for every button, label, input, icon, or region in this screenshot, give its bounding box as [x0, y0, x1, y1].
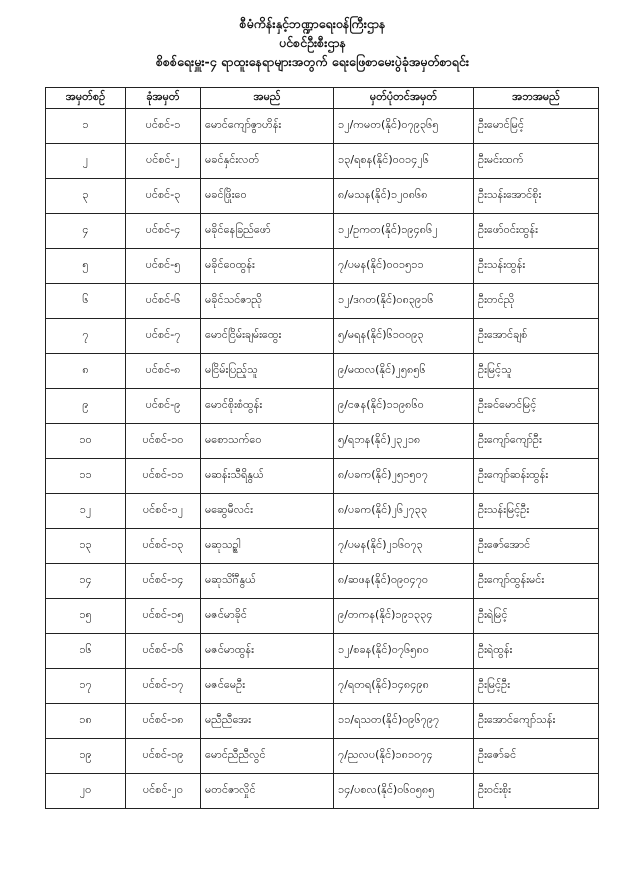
candidate-name-cell: မခိုင်သင်ဇာညို: [201, 284, 334, 319]
father-name-cell: ဦးသန်းအောင်စိုး: [474, 179, 599, 214]
seat-number-cell: ပင်စင်-၁၈: [126, 704, 201, 739]
candidate-name-cell: မစောသက်ဝေ: [201, 424, 334, 459]
seat-number-cell: ပင်စင်-၈: [126, 354, 201, 389]
column-header-name: အမည်: [201, 88, 334, 109]
father-name-cell: ဦးကျော်ကျော်ဦး: [474, 424, 599, 459]
father-name-cell: ဦးရဲထွန်း: [474, 634, 599, 669]
serial-cell: ၉: [46, 389, 126, 424]
nrc-number-cell: ၁၄/ပစလ(နိုင်)၀၆၀၅၈၅: [334, 774, 474, 809]
seat-number-cell: ပင်စင်-၂၀: [126, 774, 201, 809]
seat-number-table: [45, 87, 599, 809]
serial-cell: ၂: [46, 144, 126, 179]
father-name-cell: ဦးမင်းထက်: [474, 144, 599, 179]
nrc-number-cell: ၁၂/ဒဂတ(နိုင်)၀၈၃၉၁၆: [334, 284, 474, 319]
ministry-title: စီမံကိန်းနှင့်ဘဏ္ဍာရေးဝန်ကြီးဌာန: [239, 16, 386, 31]
table-row: [46, 529, 599, 564]
table-row: [46, 284, 599, 319]
table-row: [46, 459, 599, 494]
column-header-serial: အမှတ်စဉ်: [46, 88, 126, 109]
serial-cell: ၁၉: [46, 739, 126, 774]
father-name-cell: ဦးတင်ညို: [474, 284, 599, 319]
serial-cell: ၁၄: [46, 564, 126, 599]
candidate-name-cell: မတင်ဇာလှိုင်: [201, 774, 334, 809]
table-row: [46, 564, 599, 599]
nrc-number-cell: ၇/ပမန(နိုင်)၂၁၆၀၇၃: [334, 529, 474, 564]
seat-number-cell: ပင်စင်-၁၇: [126, 669, 201, 704]
seat-number-cell: ပင်စင်-၁၀: [126, 424, 201, 459]
candidate-name-cell: မခင်နှင်းလတ်: [201, 144, 334, 179]
nrc-number-cell: ၅/ရဘန(နိုင်)၂၃၂၁၈: [334, 424, 474, 459]
seat-number-cell: ပင်စင်-၂: [126, 144, 201, 179]
column-header-father-name: အဘအမည်: [474, 88, 599, 109]
nrc-number-cell: ၇/ညလပ(နိုင်)၁၈၁၀၇၄: [334, 739, 474, 774]
seat-number-cell: ပင်စင်-၁: [126, 109, 201, 144]
candidate-name-cell: မဆုသဥ္စါ: [201, 529, 334, 564]
seat-number-cell: ပင်စင်-၁၉: [126, 739, 201, 774]
seat-number-cell: ပင်စင်-၁၆: [126, 634, 201, 669]
candidate-name-cell: မဆွေမီလင်း: [201, 494, 334, 529]
table-row: [46, 249, 599, 284]
candidate-name-cell: မခင်ဖြိုးဝေ: [201, 179, 334, 214]
nrc-number-cell: ၈/ဆဖန(နိုင်)၀၉၀၄၇၀: [334, 564, 474, 599]
nrc-number-cell: ၅/မရန(နိုင်)၆၁၀၀၉၃: [334, 319, 474, 354]
seat-number-cell: ပင်စင်-၁၅: [126, 599, 201, 634]
candidate-name-cell: မညီညီအေး: [201, 704, 334, 739]
serial-cell: ၁၆: [46, 634, 126, 669]
serial-cell: ၂၀: [46, 774, 126, 809]
father-name-cell: ဦးမြင့်ဦး: [474, 669, 599, 704]
father-name-cell: ဦးမြင့်သူ: [474, 354, 599, 389]
table-header-row: [46, 88, 599, 109]
father-name-cell: ဦးဇော်ခင်: [474, 739, 599, 774]
nrc-number-cell: ၁၂/ကမတ(နိုင်)၀၇၉၃၆၅: [334, 109, 474, 144]
serial-cell: ၁: [46, 109, 126, 144]
nrc-number-cell: ၉/မထလ(နိုင်)၂၅၈၅၆: [334, 354, 474, 389]
column-header-nrc: မှတ်ပုံတင်အမှတ်: [334, 88, 474, 109]
seat-number-cell: ပင်စင်-၃: [126, 179, 201, 214]
father-name-cell: ဦးခင်မောင်မြင့်: [474, 389, 599, 424]
candidate-name-cell: မောင်ကျော်ဇွာဟိန်း: [201, 109, 334, 144]
serial-cell: ၁၀: [46, 424, 126, 459]
table-row: [46, 494, 599, 529]
serial-cell: ၁၅: [46, 599, 126, 634]
father-name-cell: ဦးကျော်ဆန်းထွန်း: [474, 459, 599, 494]
serial-cell: ၇: [46, 319, 126, 354]
nrc-number-cell: ၁၂/ဥကတ(နိုင်)၁၉၄၈၆၂: [334, 214, 474, 249]
serial-cell: ၁၁: [46, 459, 126, 494]
seat-number-cell: ပင်စင်-၁၃: [126, 529, 201, 564]
candidate-name-cell: မခိုင်နေခြည်ဖော်: [201, 214, 334, 249]
nrc-number-cell: ၇/ပမန(နိုင်)၀၀၁၅၁၁: [334, 249, 474, 284]
serial-cell: ၄: [46, 214, 126, 249]
father-name-cell: ဦးရဲမြင့်: [474, 599, 599, 634]
table-row: [46, 739, 599, 774]
candidate-name-cell: မငြိမ်းပြည့်သူ: [201, 354, 334, 389]
father-name-cell: ဦးအောင်ကျော်သန်း: [474, 704, 599, 739]
serial-cell: ၁၂: [46, 494, 126, 529]
table-row: [46, 599, 599, 634]
father-name-cell: ဦးမောင်မြင့်: [474, 109, 599, 144]
serial-cell: ၁၈: [46, 704, 126, 739]
serial-cell: ၆: [46, 284, 126, 319]
nrc-number-cell: ၁၂/စခန(နိုင်)၀၇၆၅၈၀: [334, 634, 474, 669]
serial-cell: ၅: [46, 249, 126, 284]
seat-number-cell: ပင်စင်-၉: [126, 389, 201, 424]
candidate-name-cell: မခိုင်ဝေထွန်း: [201, 249, 334, 284]
serial-cell: ၁၃: [46, 529, 126, 564]
seat-number-cell: ပင်စင်-၇: [126, 319, 201, 354]
table-row: [46, 389, 599, 424]
candidate-name-cell: မဇင်မာခိုင်: [201, 599, 334, 634]
table-row: [46, 109, 599, 144]
seat-number-cell: ပင်စင်-၆: [126, 284, 201, 319]
table-row: [46, 634, 599, 669]
father-name-cell: ဦးဖော်ဝင်းထွန်း: [474, 214, 599, 249]
nrc-number-cell: ၁၃/ရစန(နိုင်)၀၀၁၄၂၆: [334, 144, 474, 179]
father-name-cell: ဦးသန်းထွန်း: [474, 249, 599, 284]
serial-cell: ၃: [46, 179, 126, 214]
table-row: [46, 424, 599, 459]
candidate-name-cell: မဇင်မေဦး: [201, 669, 334, 704]
father-name-cell: ဦးဝင်းစိုး: [474, 774, 599, 809]
candidate-name-cell: မဆန်းသီရိနွယ်: [201, 459, 334, 494]
seat-number-cell: ပင်စင်-၁၂: [126, 494, 201, 529]
table-row: [46, 144, 599, 179]
nrc-number-cell: ၈/ပခက(နိုင်)၂၆၂၇၃၃: [334, 494, 474, 529]
seat-number-cell: ပင်စင်-၁၁: [126, 459, 201, 494]
nrc-number-cell: ၁၁/ရသတ(နိုင်)၀၉၆၇၉၇: [334, 704, 474, 739]
candidate-name-cell: မောင်စိုးစံထွန်း: [201, 389, 334, 424]
candidate-name-cell: မဇင်မာထွန်း: [201, 634, 334, 669]
table-row: [46, 214, 599, 249]
table-row: [46, 354, 599, 389]
table-row: [46, 179, 599, 214]
serial-cell: ၈: [46, 354, 126, 389]
document-header: [0, 14, 625, 71]
candidate-name-cell: မောင်ငြိမ်းချမ်းထွေး: [201, 319, 334, 354]
nrc-number-cell: ၉/တကန(နိုင်)၁၉၁၃၃၄: [334, 599, 474, 634]
father-name-cell: ဦးသန်းမြင့်ဦး: [474, 494, 599, 529]
candidate-name-cell: မောင်ညီညီလွင်: [201, 739, 334, 774]
column-header-seat-no: ခုံအမှတ်: [126, 88, 201, 109]
father-name-cell: ဦးဇော်အောင်: [474, 529, 599, 564]
candidate-name-cell: မဆုသိင်္ဂီနွယ်: [201, 564, 334, 599]
nrc-number-cell: ၉/ငဇန(နိုင်)၁၁၉၈၆၀: [334, 389, 474, 424]
serial-cell: ၁၇: [46, 669, 126, 704]
department-title: ပင်စင်ဦးစီးဌာန: [279, 35, 346, 50]
seat-number-cell: ပင်စင်-၁၄: [126, 564, 201, 599]
nrc-number-cell: ၈/မသန(နိုင်)၁၂၀၈၆၈: [334, 179, 474, 214]
exam-list-title: စိစစ်ရေးမှူး-၄ ရာထူးနေရာများအတွက် ရေးဖြေစာမေးပွဲခုံအမှတ်စာရင်း: [155, 54, 469, 69]
father-name-cell: ဦးအောင်ချစ်: [474, 319, 599, 354]
nrc-number-cell: ၇/ရတရ(နိုင်)၁၄၈၄၉၈: [334, 669, 474, 704]
seat-number-cell: ပင်စင်-၄: [126, 214, 201, 249]
table-row: [46, 319, 599, 354]
nrc-number-cell: ၈/ပခက(နိုင်)၂၅၁၅၀၇: [334, 459, 474, 494]
table-row: [46, 774, 599, 809]
seat-number-cell: ပင်စင်-၅: [126, 249, 201, 284]
table-body: [46, 109, 599, 809]
table-row: [46, 669, 599, 704]
table-row: [46, 704, 599, 739]
father-name-cell: ဦးကျော်ထွန်းမင်း: [474, 564, 599, 599]
